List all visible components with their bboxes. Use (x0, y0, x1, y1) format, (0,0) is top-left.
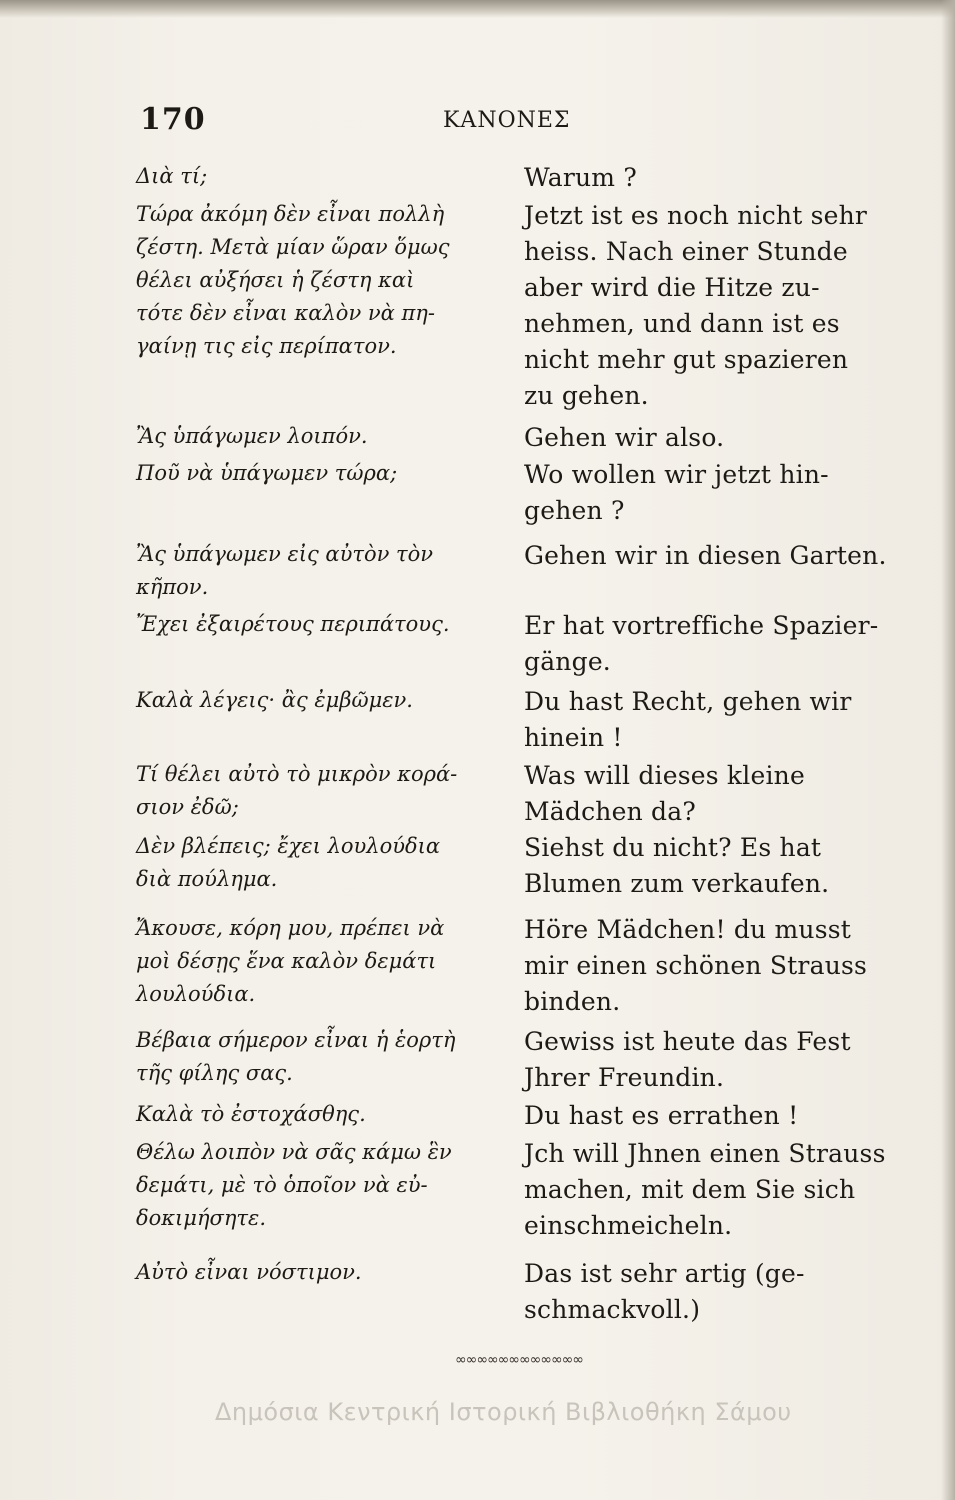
greek-text: Ἂς ὑπάγωμεν λοιπόν. (136, 424, 368, 448)
running-head: ΚΑΝΟΝΕΣ (443, 108, 571, 133)
german-text: Siehst du nicht? Es hat Blumen zum verkaufen. (524, 833, 830, 898)
german-text: Höre Mädchen! du musst mir einen schönen Strauss binden. (524, 915, 868, 1016)
phrase-row (136, 830, 876, 912)
german-text: Das ist sehr artig (ge- schmackvoll.) (524, 1259, 805, 1324)
phrase-row (136, 1136, 886, 1256)
phrase-row (136, 758, 876, 830)
german-text: Warum ? (524, 163, 637, 192)
phrase-row (136, 1256, 876, 1332)
phrase-row (136, 684, 876, 758)
german-text: Gewiss ist heute das Fest Jhrer Freundin. (524, 1027, 851, 1092)
german-text: Was will dieses kleine Mädchen da? (524, 761, 805, 826)
phrase-row (136, 1098, 876, 1136)
greek-text: Τώρα ἀκόμη δὲν εἶναι πολλὴ ζέστη. Μετὰ μίαν ὥραν ὅμως θέλει αὐξήσει ἡ ζέστη καὶ τότε δὲν εἶναι καλὸν νὰ πη- γαίνῃ τις εἰς περίπατον. (136, 202, 450, 358)
page-right-shadow (941, 0, 955, 1500)
greek-text: Ἂς ὑπάγωμεν εἰς αὐτὸν τὸν κῆπον. (136, 542, 434, 599)
greek-text: Βέβαια σήμερον εἶναι ἡ ἑορτὴ τῆς φίλης σας. (136, 1028, 456, 1085)
phrase-row (136, 420, 876, 457)
german-text: Du hast Recht, gehen wir hinein ! (524, 687, 852, 752)
phrase-row (136, 912, 876, 1024)
greek-text: Θέλω λοιπὸν νὰ σᾶς κάμω ἓν δεμάτι, μὲ τὸ ὁποῖον νὰ εὐ- δοκιμήσητε. (136, 1140, 452, 1230)
german-text: Er hat vortreffiche Spazier- gänge. (524, 611, 879, 676)
greek-text: Αὐτὸ εἶναι νόστιμον. (136, 1260, 362, 1284)
phrase-row (136, 538, 887, 608)
phrase-row (136, 198, 876, 420)
greek-text: Ἔχει ἐξαιρέτους περιπάτους. (136, 612, 450, 636)
page-number: 170 (140, 102, 206, 137)
german-text: Jch will Jhnen einen Strauss machen, mit dem Sie sich einschmeicheln. (524, 1139, 886, 1240)
greek-text: Ἄκουσε, κόρη μου, πρέπει νὰ μοὶ δέσῃς ἕνα καλὸν δεμάτι λουλούδια. (136, 916, 445, 1006)
greek-text: Καλὰ λέγεις· ἂς ἐμβῶμεν. (136, 688, 413, 712)
german-text: Du hast es errathen ! (524, 1101, 799, 1130)
greek-text: Ποῦ νὰ ὑπάγωμεν τώρα; (136, 461, 398, 485)
greek-text: Τί θέλει αὐτὸ τὸ μικρὸν κορά- σιον ἐδῶ; (136, 762, 458, 819)
german-text: Gehen wir also. (524, 423, 725, 452)
phrase-row (136, 608, 879, 684)
page-top-shadow (0, 0, 955, 18)
german-text: Wo wollen wir jetzt hin- gehen ? (524, 460, 829, 525)
greek-text: Διὰ τί; (136, 164, 208, 188)
phrase-table (136, 160, 887, 1332)
greek-text: Δὲν βλέπεις; ἔχει λουλούδια διὰ πούλημα. (136, 834, 441, 891)
phrase-row (136, 1024, 876, 1098)
library-watermark: Δημόσια Κεντρική Ιστορική Βιβλιοθήκη Σάμου (215, 1398, 792, 1426)
page-header (138, 100, 878, 140)
german-text: Jetzt ist es noch nicht sehr heiss. Nach einer Stunde aber wird die Hitze zu- nehmen, und dann ist es nicht mehr gut spazieren zu gehen. (524, 201, 868, 410)
phrase-row (136, 160, 876, 198)
greek-text: Καλὰ τὸ ἐστοχάσθης. (136, 1102, 366, 1126)
german-text: Gehen wir in diesen Garten. (524, 541, 887, 570)
phrase-row (136, 457, 876, 538)
end-ornament: ∞∞∞∞∞∞∞∞∞∞∞∞ (455, 1352, 583, 1368)
